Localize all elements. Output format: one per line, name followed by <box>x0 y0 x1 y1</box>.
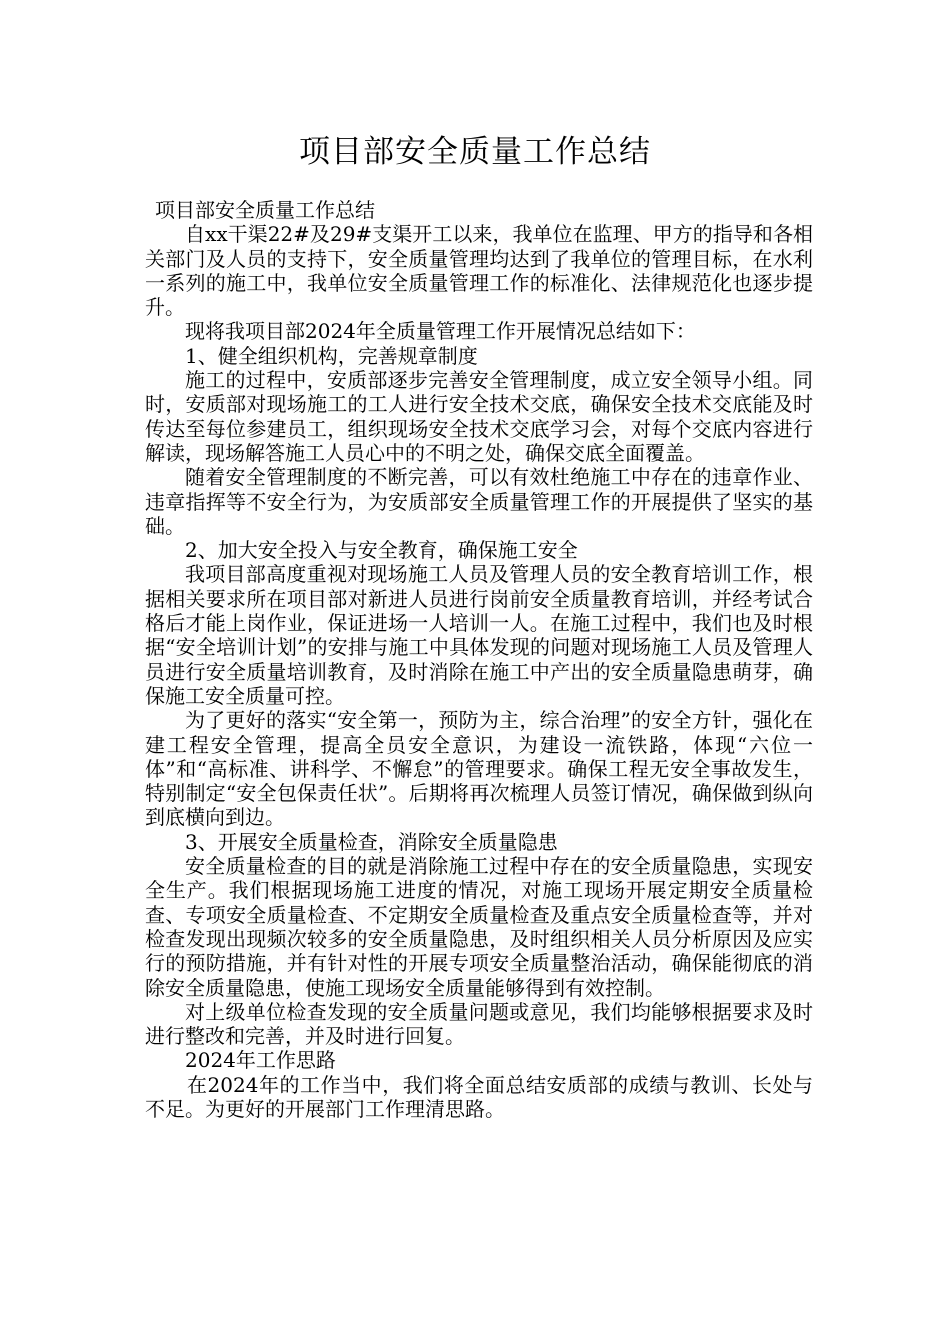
paragraph-section-3-b: 对上级单位检查发现的安全质量问题或意见，我们均能够根据要求及时进行整改和完善，并及时进行回复。 <box>145 999 813 1049</box>
section-heading-2: 2、加大安全投入与安全教育，确保施工安全 <box>185 538 578 563</box>
paragraph-section-1-b: 随着安全管理制度的不断完善，可以有效杜绝施工中存在的违章作业、违章指挥等不安全行为，为安质部安全质量管理工作的开展提供了坚实的基础。 <box>145 465 813 538</box>
section-heading-3: 3、开展安全质量检查，消除安全质量隐患 <box>185 829 558 854</box>
section-heading-1: 1、健全组织机构，完善规章制度 <box>185 343 478 368</box>
document-title: 项目部安全质量工作总结 <box>299 134 651 170</box>
paragraph-summary-lead: 现将我项目部2024年全质量管理工作开展情况总结如下： <box>185 319 696 344</box>
document-body <box>145 198 813 1121</box>
paragraph-section-3-a: 安全质量检查的目的就是消除施工过程中存在的安全质量隐患，实现安全生产。我们根据现场施工进度的情况，对施工现场开展定期安全质量检查、专项安全质量检查、不定期安全质量检查及重点安全质量检查等，并对检查发现出现频次较多的安全质量隐患，及时组织相关人员分析原因及应实行的预防措施，并有针对性的开展专项安全质量整治活动，确保能彻底的消除安全质量隐患，使施工现场安全质量能够得到有效控制。 <box>145 854 813 1000</box>
paragraph-section-2-a: 我项目部高度重视对现场施工人员及管理人员的安全教育培训工作，根据相关要求所在项目部对新进人员进行岗前安全质量教育培训，并经考试合格后才能上岗作业，保证进场一人培训一人。在施工过程中，我们也及时根据“安全培训计划”的安排与施工中具体发现的问题对现场施工人员及管理人员进行安全质量培训教育，及时消除在施工中产出的安全质量隐患萌芽，确保施工安全质量可控。 <box>145 562 813 708</box>
paragraph-section-1-a: 施工的过程中，安质部逐步完善安全管理制度，成立安全领导小组。同时，安质部对现场施工的工人进行安全技术交底，确保安全技术交底能及时传达至每位参建员工，组织现场安全技术交底学习会，对每个交底内容进行解读，现场解答施工人员心中的不明之处，确保交底全面覆盖。 <box>145 368 813 465</box>
document-subtitle: 项目部安全质量工作总结 <box>155 198 375 222</box>
paragraph-plan: 在2024年的工作当中，我们将全面总结安质部的成绩与教训、长处与不足。为更好的开展部门工作理清思路。 <box>145 1072 813 1121</box>
paragraph-section-2-b: 为了更好的落实“安全第一，预防为主，综合治理”的安全方针，强化在建工程安全管理，提高全员安全意识，为建设一流铁路，体现“六位一体”和“高标准、讲科学、不懈怠”的管理要求。确保工程无安全事故发生，特别制定“安全包保责任状”。后期将再次梳理人员签订情况，确保做到纵向到底横向到边。 <box>145 708 813 830</box>
plan-heading: 2024年工作思路 <box>185 1048 336 1073</box>
paragraph-intro: 自xx干渠22#及29#支渠开工以来，我单位在监理、甲方的指导和各相关部门及人员的支持下，安全质量管理均达到了我单位的管理目标，在水利一系列的施工中，我单位安全质量管理工作的标准化、法律规范化也逐步提升。 <box>145 222 813 320</box>
